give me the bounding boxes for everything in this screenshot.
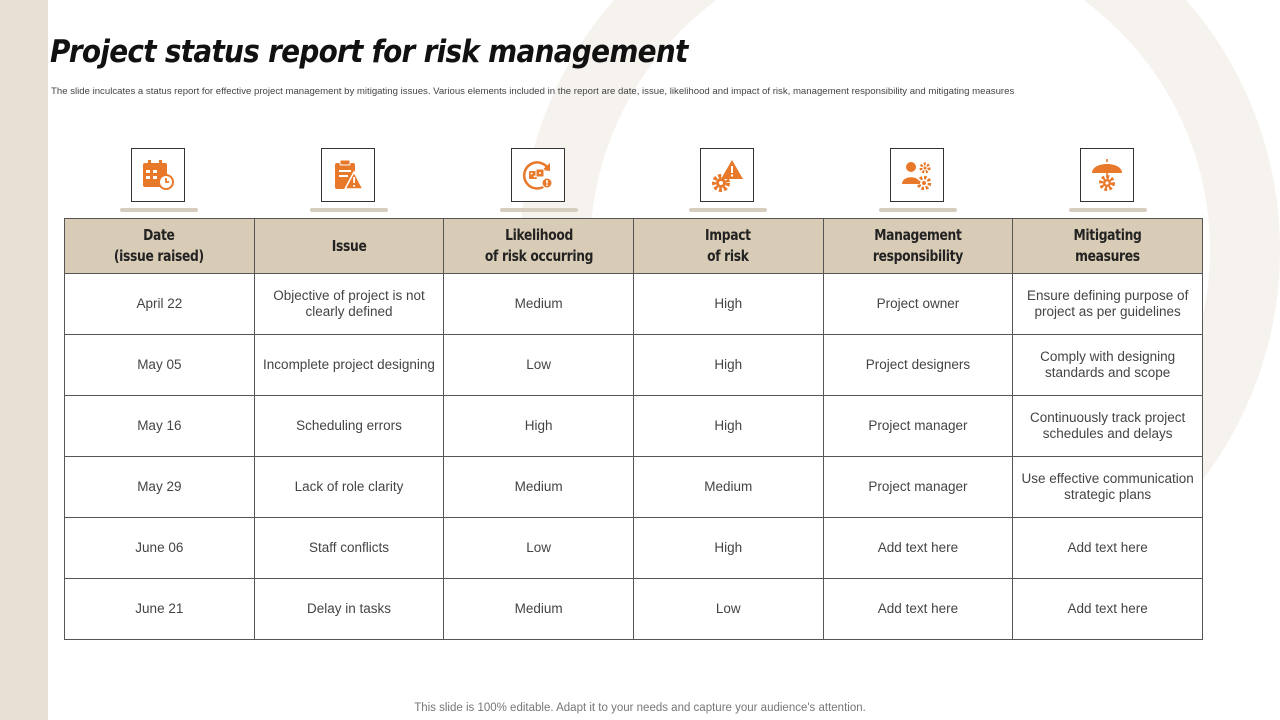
footer-note: This slide is 100% editable. Adapt it to your needs and capture your audience's attention.	[414, 702, 866, 714]
header-likelihood-label: Likelihood of risk occurring	[484, 226, 593, 265]
cell-date: May 16	[65, 396, 255, 457]
table-row	[65, 335, 1203, 396]
cell-likelihood: High	[444, 396, 634, 457]
cell-management: Add text here	[823, 518, 1013, 579]
header-impact	[633, 219, 823, 274]
cell-issue: Lack of role clarity	[254, 457, 444, 518]
refresh-dice-warning-icon	[511, 148, 565, 202]
slide-subtitle: The slide inculcates a status report for effective project management by mitigating issues. Various elements included in the report are date, issue, likelihood and impact of risk, management responsibility and mitigating measures	[51, 86, 1015, 97]
header-issue	[254, 219, 444, 274]
cell-mitigating: Comply with designing standards and scope	[1013, 335, 1203, 396]
cell-mitigating: Use effective communication strategic plans	[1013, 457, 1203, 518]
cell-date: May 29	[65, 457, 255, 518]
header-date	[65, 219, 255, 274]
header-impact-label: Impact of risk	[705, 226, 752, 265]
cell-issue: Scheduling errors	[254, 396, 444, 457]
header-management	[823, 219, 1013, 274]
cell-date: May 05	[65, 335, 255, 396]
cell-issue: Incomplete project designing	[254, 335, 444, 396]
icon-shelf	[1069, 208, 1147, 212]
table-row	[65, 457, 1203, 518]
header-mitigating-label: Mitigating measures	[1073, 226, 1142, 265]
cell-management: Project manager	[823, 396, 1013, 457]
gear-warning-icon	[700, 148, 754, 202]
icon-cell-management	[823, 148, 1013, 214]
header-date-label: Date (issue raised)	[114, 226, 205, 265]
cell-impact: High	[633, 335, 823, 396]
table-row	[65, 579, 1203, 640]
cell-management: Project owner	[823, 274, 1013, 335]
cell-issue: Staff conflicts	[254, 518, 444, 579]
umbrella-gear-icon	[1080, 148, 1134, 202]
icon-shelf	[879, 208, 957, 212]
cell-mitigating: Ensure defining purpose of project as per guidelines	[1013, 274, 1203, 335]
cell-date: April 22	[65, 274, 255, 335]
table-row	[65, 518, 1203, 579]
icon-shelf	[120, 208, 198, 212]
header-issue-label: Issue	[331, 236, 367, 255]
cell-impact: High	[633, 518, 823, 579]
people-gear-icon	[890, 148, 944, 202]
icon-row	[64, 148, 1203, 214]
calendar-icon	[131, 148, 185, 202]
table-header-row	[65, 219, 1203, 274]
cell-issue: Objective of project is not clearly defined	[254, 274, 444, 335]
icon-cell-likelihood	[444, 148, 634, 214]
header-management-label: Management responsibility	[872, 226, 963, 265]
slide-title: Project status report for risk management	[50, 34, 688, 70]
icon-cell-issue	[254, 148, 444, 214]
cell-likelihood: Medium	[444, 579, 634, 640]
icon-cell-impact	[633, 148, 823, 214]
cell-impact: High	[633, 274, 823, 335]
icon-shelf	[310, 208, 388, 212]
clipboard-warning-icon	[321, 148, 375, 202]
cell-likelihood: Low	[444, 335, 634, 396]
cell-management: Add text here	[823, 579, 1013, 640]
table-row	[65, 396, 1203, 457]
cell-mitigating: Continuously track project schedules and delays	[1013, 396, 1203, 457]
cell-issue: Delay in tasks	[254, 579, 444, 640]
cell-impact: Medium	[633, 457, 823, 518]
cell-likelihood: Medium	[444, 457, 634, 518]
cell-mitigating: Add text here	[1013, 518, 1203, 579]
cell-impact: High	[633, 396, 823, 457]
cell-likelihood: Medium	[444, 274, 634, 335]
icon-cell-date	[64, 148, 254, 214]
cell-date: June 06	[65, 518, 255, 579]
icon-shelf	[500, 208, 578, 212]
cell-management: Project designers	[823, 335, 1013, 396]
header-mitigating	[1013, 219, 1203, 274]
cell-mitigating: Add text here	[1013, 579, 1203, 640]
icon-cell-mitigating	[1013, 148, 1203, 214]
risk-status-table	[64, 218, 1203, 640]
cell-management: Project manager	[823, 457, 1013, 518]
cell-likelihood: Low	[444, 518, 634, 579]
left-decorative-band	[0, 0, 48, 720]
header-likelihood	[444, 219, 634, 274]
table-row	[65, 274, 1203, 335]
cell-impact: Low	[633, 579, 823, 640]
cell-date: June 21	[65, 579, 255, 640]
icon-shelf	[689, 208, 767, 212]
